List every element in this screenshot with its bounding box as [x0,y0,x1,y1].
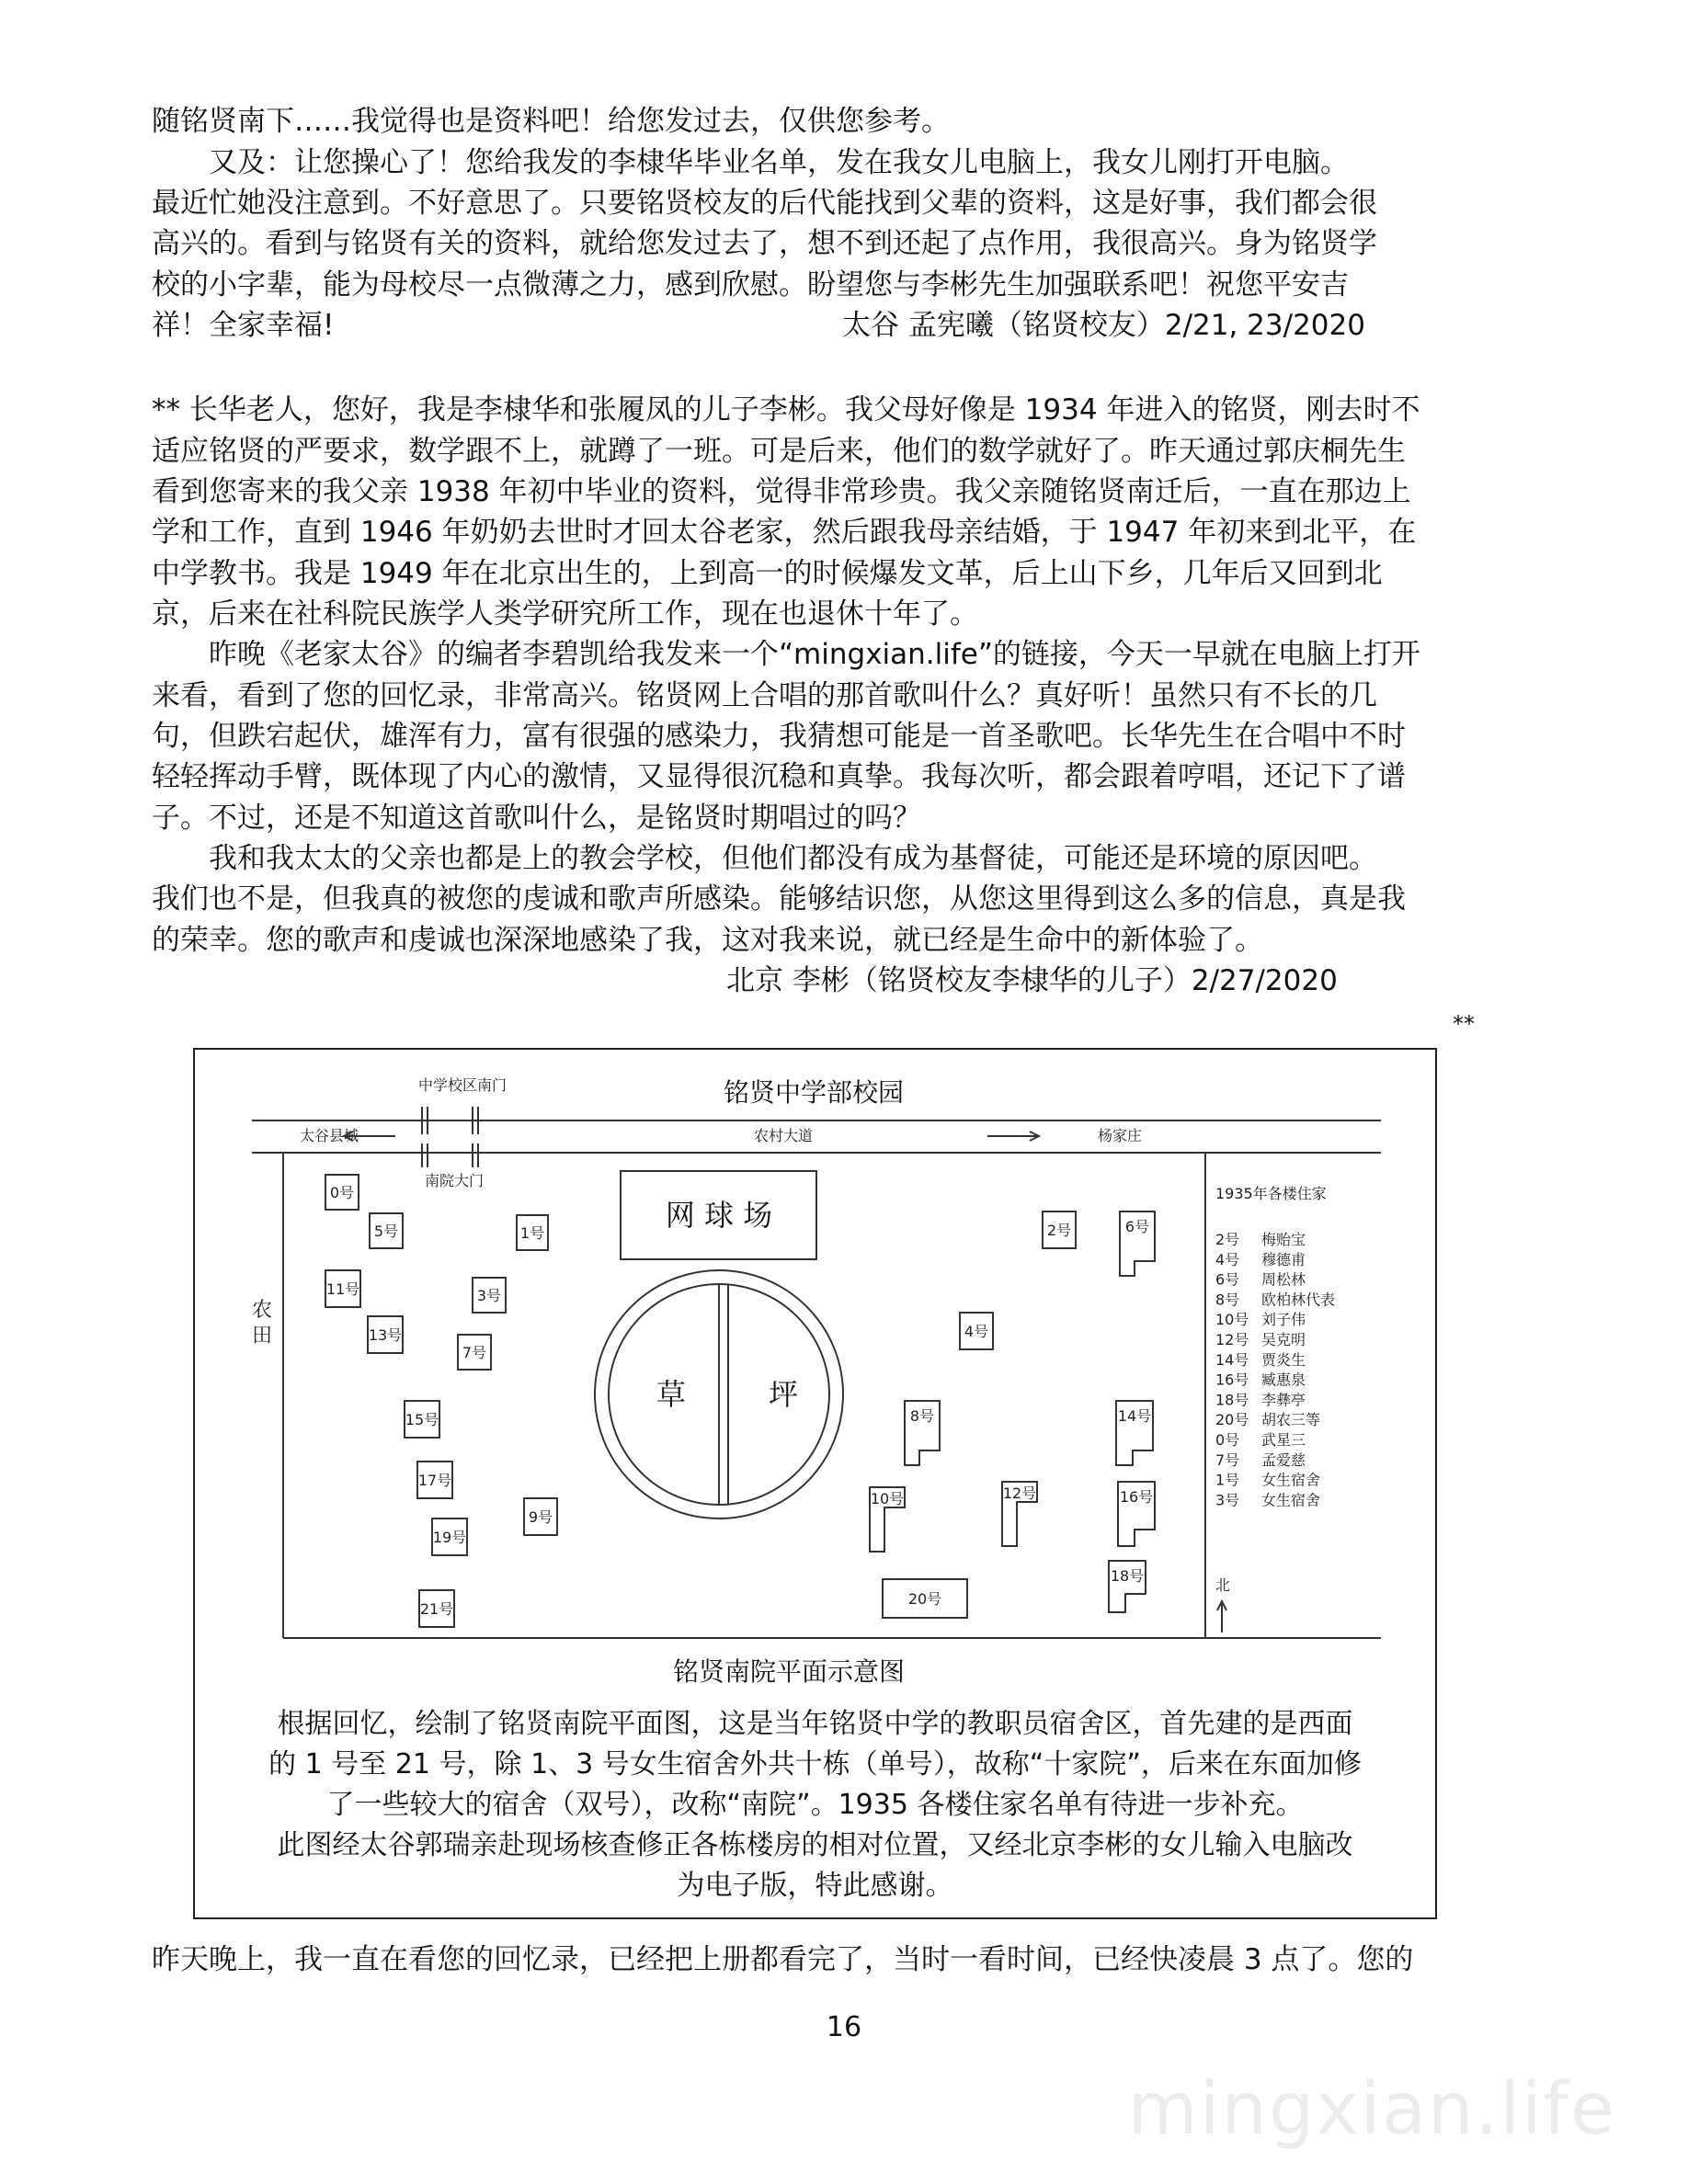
letter1-signature: 太谷 孟宪曦（铭贤校友）2/21, 23/2020 [842,309,1365,342]
resident-name: 吴克明 [1261,1331,1306,1348]
letter2-line: 句，但跌宕起伏，雄浑有力，富有很强的感染力，我猜想可能是一首圣歌吧。长华先生在合唱中不时 [152,720,1406,753]
resident-building-no: 6号 [1215,1270,1240,1289]
letter2-line: 我和我太太的父亲也都是上的教会学校，但他们都没有成为基督徒，可能还是环境的原因吧。 [152,842,1377,875]
letter1-line: 又及：让您操心了！您给我发的李棣华毕业名单，发在我女儿电脑上，我女儿刚打开电脑。 [152,146,1349,179]
arrow-east-icon [987,1132,1039,1141]
resident-building-no: 3号 [1215,1491,1240,1509]
resident-name: 女生宿舍 [1261,1471,1321,1489]
resident-building-no: 7号 [1215,1450,1240,1469]
building-label: 20号 [907,1590,942,1608]
building-label: 11号 [325,1280,360,1298]
compound-wall [478,1153,1205,1638]
building-label: 17号 [417,1472,452,1489]
resident-name: 武星三 [1261,1431,1306,1449]
letter1-line: 祥！全家幸福! [152,309,335,342]
letter2-line: 学和工作，直到 1946 年奶奶去世时才回太谷老家，然后跟我母亲结婚，于 1947 年初来到北平，在 [152,516,1417,549]
letter2-line: 轻轻挥动手臂，既体现了内心的激情，又显得很沉稳和真挚。我每次听，都会跟着哼唱，还记下了谱 [152,760,1406,793]
resident-building-no: 2号 [1215,1231,1240,1248]
building-label: 8号 [909,1407,935,1425]
map-caption-line: 为电子版，特此感谢。 [677,1870,953,1902]
building-label: 12号 [1002,1484,1037,1502]
resident-building-no: 20号 [1215,1411,1249,1429]
lawn-left-label: 草 [656,1377,687,1412]
south-yard-gate-label: 南院大门 [425,1172,485,1189]
separator-mark: ** [1453,1011,1475,1037]
map-title: 铭贤中学部校园 [723,1077,905,1108]
building-label: 5号 [373,1223,399,1240]
letter2-line: 京，后来在社科院民族学人类学研究所工作，现在也退休十年了。 [152,597,978,631]
resident-name: 梅贻宝 [1261,1231,1306,1248]
taigu-city-label: 太谷县城 [300,1127,359,1144]
letter1-line: 校的小字辈，能为母校尽一点微薄之力，感到欣慰。盼望您与李彬先生加强联系吧！祝您平安吉 [152,268,1349,301]
building-label: 6号 [1124,1218,1150,1235]
resident-building-no: 12号 [1215,1331,1249,1348]
resident-name: 臧惠泉 [1261,1371,1306,1389]
letter2-line: 子。不过，还是不知道这首歌叫什么，是铭贤时期唱过的吗？ [152,802,921,835]
letter1-line: 高兴的。看到与铭贤有关的资料，就给您发过去了，想不到还起了点作用，我很高兴。身为铭贤学 [152,227,1377,260]
resident-name: 周松林 [1261,1270,1306,1289]
map-caption-line: 此图经太谷郭瑞亲赴现场核查修正各栋楼房的相对位置，又经北京李彬的女儿输入电脑改 [277,1829,1353,1861]
letter2-line: 中学教书。我是 1949 年在北京出生的，上到高一的时候爆发文革，后上山下乡，几年后又回到北 [152,557,1383,590]
tennis-court-label: 网 球 场 [665,1198,773,1233]
resident-name: 女生宿舍 [1261,1491,1321,1509]
building-label: 16号 [1119,1488,1154,1506]
resident-name: 孟爱慈 [1261,1450,1306,1469]
building-label: 19号 [432,1529,467,1546]
south-gate-label: 中学校区南门 [418,1076,508,1094]
farmland-label: 田 [252,1325,273,1348]
resident-name: 李彝亭 [1261,1391,1306,1409]
resident-building-no: 18号 [1215,1391,1249,1409]
resident-building-no: 14号 [1215,1350,1249,1369]
building-label: 2号 [1046,1222,1072,1239]
building-label: 3号 [476,1287,502,1304]
building-label: 14号 [1117,1407,1152,1425]
letter2-line: 昨晚《老家太谷》的编者李碧凯给我发来一个“mingxian.life”的链接，今天一早就在电脑上打开 [152,638,1420,671]
resident-building-no: 16号 [1215,1371,1249,1389]
letter2-line: ** 长华老人，您好，我是李棣华和张履凤的儿子李彬。我父母好像是 1934 年进入的铭贤，刚去时不 [152,393,1420,427]
resident-name: 刘子伟 [1261,1311,1306,1329]
map-caption-line: 根据回忆，绘制了铭贤南院平面图，这是当年铭贤中学的教职员宿舍区，首先建的是西面 [277,1708,1353,1740]
resident-name: 穆德甫 [1261,1250,1306,1268]
building-label: 21号 [419,1600,454,1618]
lawn-right-label: 坪 [768,1377,799,1412]
building-label: 7号 [462,1344,487,1361]
resident-building-no: 8号 [1215,1291,1240,1309]
building-label: 0号 [329,1184,355,1201]
resident-building-no: 0号 [1215,1431,1240,1449]
farmland-label: 农 [252,1299,273,1322]
rural-road-label: 农村大道 [754,1127,814,1144]
watermark: mingxian.life [1127,2068,1616,2151]
letter2-line: 我们也不是，但我真的被您的虔诚和歌声所感染。能够结识您，从您这里得到这么多的信息，真是我 [152,882,1406,916]
resident-building-no: 4号 [1215,1250,1240,1268]
building-label: 4号 [964,1323,989,1340]
arrow-west-icon [344,1132,395,1141]
closing-line: 昨天晚上，我一直在看您的回忆录，已经把上册都看完了，当时一看时间，已经快凌晨 3 点了。您的 [152,1943,1414,1976]
residents-list [1215,1231,1335,1508]
letter2-line: 的荣幸。您的歌声和虔诚也深深地感染了我，这对我来说，就已经是生命中的新体验了。 [152,924,1263,957]
building-label: 1号 [519,1224,545,1242]
page-number: 16 [826,2011,862,2043]
north-label: 北 [1215,1576,1231,1594]
letter2-line: 来看，看到了您的回忆录，非常高兴。铭贤网上合唱的那首歌叫什么？真好听！虽然只有不长的几 [152,679,1377,712]
letter1-line: 随铭贤南下……我觉得也是资料吧！给您发过去，仅供您参考。 [152,105,950,138]
building-label: 18号 [1110,1567,1145,1585]
gate-marker [422,1107,478,1167]
letter2-signature: 北京 李彬（铭贤校友李棣华的儿子）2/27/2020 [726,964,1338,997]
map-caption-line: 了一些较大的宿舍（双号），改称“南院”。1935 各楼住家名单有待进一步补充。 [326,1789,1304,1821]
north-arrow-icon [1217,1601,1226,1632]
resident-name: 胡农三等 [1261,1411,1321,1429]
building-label: 9号 [528,1508,553,1526]
building-label: 13号 [368,1326,403,1344]
building-label: 10号 [870,1490,905,1507]
resident-name: 贾炎生 [1261,1350,1306,1369]
map-caption-line: 的 1 号至 21 号，除 1、3 号女生宿舍外共十栋（单号），故称“十家院”，后来在东面加修 [268,1748,1362,1780]
residents-title: 1935年各楼住家 [1215,1185,1327,1202]
yangjiazhuang-label: 杨家庄 [1098,1127,1143,1144]
letter1-line: 最近忙她没注意到。不好意思了。只要铭贤校友的后代能找到父辈的资料，这是好事，我们都会很 [152,187,1377,220]
resident-building-no: 10号 [1215,1311,1249,1329]
map-subtitle: 铭贤南院平面示意图 [672,1656,906,1687]
campus-map-figure [193,1048,1437,1919]
resident-building-no: 1号 [1215,1471,1240,1489]
resident-name: 欧柏林代表 [1261,1291,1336,1309]
building-label: 15号 [405,1411,439,1428]
letter2-line: 看到您寄来的我父亲 1938 年初中毕业的资料，觉得非常珍贵。我父亲随铭贤南迁后，一直在那边上 [152,475,1411,508]
letter2-line: 适应铭贤的严要求，数学跟不上，就蹲了一班。可是后来，他们的数学就好了。昨天通过郭庆桐先生 [152,435,1406,468]
